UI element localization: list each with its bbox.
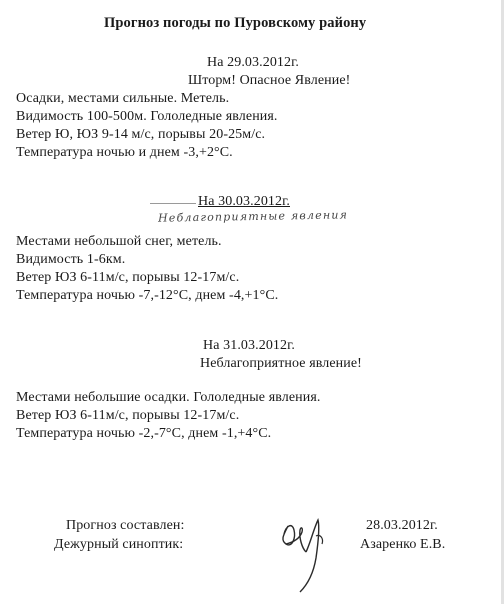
day2-date: На 30.03.2012г.	[198, 194, 290, 209]
strikeout-mark	[150, 203, 196, 204]
day3-alert: Неблагоприятное явление!	[200, 356, 362, 371]
forecaster-name: Азаренко Е.В.	[360, 537, 446, 552]
day2-line-temperature: Температура ночью -7,-12°С, днем -4,+1°С.	[16, 288, 279, 303]
day1-line-wind: Ветер Ю, ЮЗ 9-14 м/с, порывы 20-25м/с.	[16, 127, 266, 142]
day2-handwritten-alert: Неблагоприятные явления	[157, 208, 349, 225]
day1-date: На 29.03.2012г.	[207, 55, 299, 70]
day1-line-visibility: Видимость 100-500м. Гололедные явления.	[16, 109, 278, 124]
day1-alert: Шторм! Опасное Явление!	[188, 73, 351, 88]
day1-line-temperature: Температура ночью и днем -3,+2°С.	[16, 145, 233, 160]
duty-forecaster-label: Дежурный синоптик:	[54, 537, 184, 552]
day2-line-wind: Ветер ЮЗ 6-11м/с, порывы 12-17м/с.	[16, 270, 240, 285]
day3-line-temperature: Температура ночью -2,-7°С, днем -1,+4°С.	[16, 426, 272, 441]
day1-line-precipitation: Осадки, местами сильные. Метель.	[16, 91, 230, 106]
day3-line-precipitation: Местами небольшие осадки. Гололедные явления.	[16, 390, 321, 405]
day2-line-visibility: Видимость 1-6км.	[16, 252, 126, 267]
day2-line-precipitation: Местами небольшой снег, метель.	[16, 234, 222, 249]
day3-line-wind: Ветер ЮЗ 6-11м/с, порывы 12-17м/с.	[16, 408, 240, 423]
signature	[272, 508, 334, 600]
compiled-date: 28.03.2012г.	[366, 518, 438, 533]
day3-date: На 31.03.2012г.	[203, 338, 295, 353]
document-title: Прогноз погоды по Пуровскому району	[104, 15, 367, 31]
compiled-label: Прогноз составлен:	[66, 518, 185, 533]
